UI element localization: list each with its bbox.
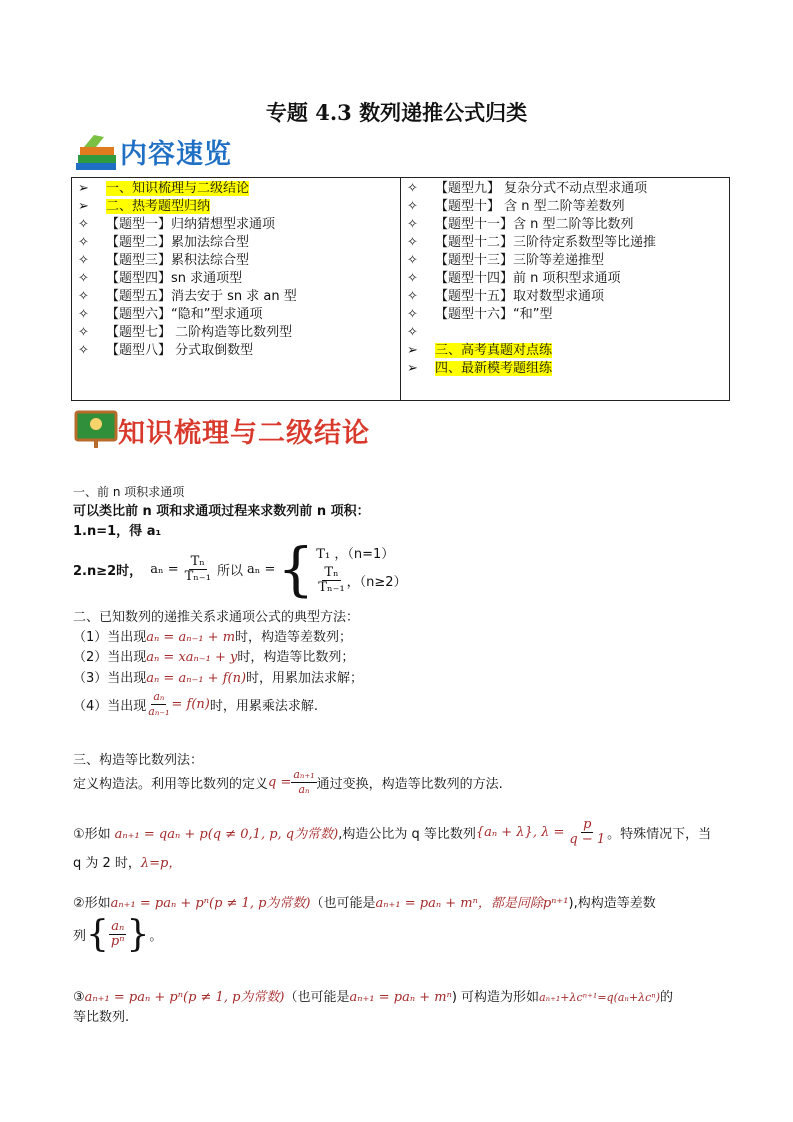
- text-label: （也可能是: [310, 896, 376, 911]
- text-label: ,构造公比为 q 等比数列: [338, 827, 476, 842]
- text-label: 2.n≥2时，: [73, 563, 143, 579]
- contents-item[interactable]: [78, 198, 394, 216]
- text-label: 时，构造等差数列；: [235, 630, 353, 645]
- text-label: 时，用累乘法求解.: [209, 699, 319, 714]
- contents-item-label: 【题型三】累积法综合型: [106, 253, 250, 268]
- construct-3-cont: 等比数列.: [73, 1010, 130, 1025]
- contents-item-label: 二、热考题型归纳: [106, 199, 211, 214]
- contents-item-label: 【题型十五】取对数型求通项: [435, 289, 605, 304]
- contents-item[interactable]: [407, 234, 723, 252]
- contents-item-label: 【题型十】 含 n 型二阶等差数列: [435, 199, 625, 214]
- text-label: 定义构造法。利用等比数列的定义: [73, 777, 269, 792]
- contents-table: [71, 177, 730, 401]
- contents-item[interactable]: [78, 216, 394, 234]
- construct-1-cont: [73, 852, 181, 871]
- contents-item-label: 【题型十三】三阶等差递推型: [435, 253, 605, 268]
- diamond-bullet-icon: ✧: [78, 343, 89, 358]
- diamond-bullet-icon: ✧: [407, 289, 418, 304]
- contents-item-label: 【题型九】 复杂分式不动点型求通项: [435, 181, 648, 196]
- books-icon: [74, 133, 120, 171]
- banner-knowledge-text: 知识梳理与二级结论: [118, 417, 370, 449]
- contents-item[interactable]: [407, 198, 723, 216]
- arrow-bullet-icon: ➢: [407, 361, 418, 376]
- text-line: 二、已知数列的递推关系求通项公式的典型方法：: [73, 610, 360, 625]
- contents-item[interactable]: [78, 288, 394, 306]
- contents-item[interactable]: [78, 342, 394, 360]
- formula: aₙ₊₁+λcⁿ⁺¹=q(aₙ+λcⁿ): [539, 991, 660, 1004]
- construct-2-cont: 列 { aₙ pⁿ } 。: [73, 914, 163, 955]
- text-line: 可以类比前 n 项和求通项过程来求数列前 n 项积：: [73, 504, 370, 519]
- formula: aₙ₊₁ = paₙ + pⁿ(p ≠ 1, p为常数): [110, 896, 311, 911]
- arrow-bullet-icon: ➢: [407, 343, 418, 358]
- diamond-bullet-icon: ✧: [407, 181, 418, 196]
- text-label: （1）当出现: [73, 630, 147, 645]
- case-condition: ，（n≥2）: [346, 575, 407, 590]
- contents-item[interactable]: [407, 270, 723, 288]
- text-label: （4）当出现: [73, 699, 147, 714]
- text-label: 时，构造等比数列；: [237, 650, 355, 665]
- page-title: 专题 4.3 数列递推公式归类: [265, 100, 528, 125]
- construct-1: ①形如 aₙ₊₁ = qaₙ + p(q ≠ 0,1, p, q为常数) ,构造公比为 q 等比数列 {aₙ + λ}, λ = $\frac{p}{q - 1}$ 。特殊情况下，当: [73, 817, 712, 847]
- contents-item[interactable]: [407, 216, 723, 234]
- contents-item-label: 【题型二】累加法综合型: [106, 235, 250, 250]
- method-3: [73, 667, 363, 686]
- contents-item[interactable]: [78, 252, 394, 270]
- contents-item-label: 【题型十二】三阶待定系数型等比递推: [435, 235, 657, 250]
- method-1: [73, 626, 352, 645]
- diamond-bullet-icon: ✧: [407, 307, 418, 322]
- diamond-bullet-icon: ✧: [78, 217, 89, 232]
- contents-item[interactable]: [407, 306, 723, 324]
- contents-item-label: 【题型十一】含 n 型二阶等比数列: [435, 217, 634, 232]
- contents-item[interactable]: [78, 324, 394, 342]
- contents-item-label: 【题型四】sn 求通项型: [106, 271, 243, 286]
- diamond-bullet-icon: ✧: [407, 217, 418, 232]
- contents-item-label: 【题型七】 二阶构造等比数列型: [106, 325, 293, 340]
- chalkboard-icon: [74, 410, 118, 450]
- contents-item-label: 四、最新模考题组练: [435, 361, 553, 376]
- arrow-bullet-icon: ➢: [78, 181, 89, 196]
- text-label: （2）当出现: [73, 650, 147, 665]
- contents-item[interactable]: [407, 360, 723, 378]
- diamond-bullet-icon: ✧: [78, 235, 89, 250]
- formula: aₙ₊₁ = paₙ + pⁿ(p ≠ 1, p为常数): [84, 990, 285, 1005]
- section-banner-knowledge: [74, 410, 370, 450]
- case-condition: ，（n=1）: [334, 547, 395, 562]
- contents-item-label: 【题型八】 分式取倒数型: [106, 343, 254, 358]
- construct-2: [73, 892, 656, 911]
- contents-item-label: 【题型一】归纳猜想型求通项: [106, 217, 276, 232]
- contents-item[interactable]: [407, 180, 723, 198]
- contents-item-label: 【题型十四】前 n 项积型求通项: [435, 271, 621, 286]
- text-label: ③: [73, 990, 85, 1005]
- subheading-product: 一、前 n 项积求通项: [73, 485, 185, 499]
- text-label: ②形如: [73, 896, 111, 911]
- contents-item[interactable]: [78, 234, 394, 252]
- diamond-bullet-icon: ✧: [407, 199, 418, 214]
- contents-item-label: 【题型五】消去安于 sn 求 an 型: [106, 289, 297, 304]
- text-label: 所以: [216, 563, 243, 579]
- text-label: 的: [659, 990, 673, 1005]
- text-label: 列: [73, 929, 87, 944]
- diamond-bullet-icon: ✧: [407, 271, 418, 286]
- formula: aₙ = xaₙ₋₁ + y: [146, 650, 238, 665]
- formula: aₙ = aₙ₋₁ + f(n): [146, 671, 247, 686]
- text-label: 通过变换，构造等比数列的方法.: [316, 777, 503, 792]
- text-label: ①形如: [73, 827, 111, 842]
- contents-item[interactable]: [78, 270, 394, 288]
- construct-3: [73, 986, 673, 1005]
- text-label: ),构构造等差数: [568, 896, 656, 911]
- contents-left-column: [72, 178, 401, 400]
- contents-item[interactable]: [407, 288, 723, 306]
- diamond-bullet-icon: ✧: [407, 325, 418, 340]
- contents-item[interactable]: [78, 180, 394, 198]
- diamond-bullet-icon: ✧: [78, 289, 89, 304]
- diamond-bullet-icon: ✧: [78, 307, 89, 322]
- text-label: q 为 2 时，: [73, 856, 141, 871]
- text-label: （也可能是: [284, 990, 350, 1005]
- contents-item-label: 【题型六】“隐和”型求通项: [106, 307, 263, 322]
- contents-right-column: [401, 178, 729, 400]
- formula: aₙ₊₁ = paₙ + mⁿ: [349, 990, 452, 1005]
- diamond-bullet-icon: ✧: [78, 271, 89, 286]
- text-line: 定义构造法。利用等比数列的定义 q = $\frac{\text{aₙ₊₁}}{\text{aₙ}}$ 通过变换，构造等比数列的方法.: [73, 768, 503, 796]
- contents-item-label: 【题型十六】“和”型: [435, 307, 553, 322]
- text-label: 。特殊情况下，当: [607, 827, 712, 842]
- diamond-bullet-icon: ✧: [78, 253, 89, 268]
- section-banner-overview: [74, 132, 232, 171]
- arrow-bullet-icon: ➢: [78, 199, 89, 214]
- text-label: 时，用累加法求解；: [246, 671, 364, 686]
- text-label: ) 可构造为形如: [451, 990, 540, 1005]
- contents-item[interactable]: [407, 342, 723, 360]
- banner-overview-text: 内容速览: [120, 139, 232, 170]
- text-line: 三、构造等比数列法：: [73, 753, 204, 768]
- formula: aₙ = aₙ₋₁ + m: [146, 630, 236, 645]
- formula: aₙ₊₁ = paₙ + mⁿ，都是同除pⁿ⁺¹: [375, 896, 569, 911]
- diamond-bullet-icon: ✧: [407, 253, 418, 268]
- text-line: 1.n=1，得 a₁: [73, 524, 162, 539]
- contents-item[interactable]: [407, 324, 723, 342]
- text-label: （3）当出现: [73, 671, 147, 686]
- formula: aₙ₊₁ = qaₙ + p(q ≠ 0,1, p, q为常数): [114, 827, 339, 842]
- contents-item[interactable]: [78, 306, 394, 324]
- diamond-bullet-icon: ✧: [78, 325, 89, 340]
- formula: λ=p，: [140, 856, 182, 871]
- contents-item-label: 一、知识梳理与二级结论: [106, 181, 250, 196]
- method-2: [73, 646, 354, 665]
- formula-piecewise: 2.n≥2时， aₙ = $\frac{\text{Tₙ}}{\text{Tₙ₋₁}}$ 所以 aₙ = { T₁ ，（n=1） Tₙ Tₙ₋₁ ，（n≥2）: [73, 535, 407, 603]
- contents-item-label: 三、高考真题对点练: [435, 343, 553, 358]
- formula: {aₙ + λ}, λ =: [475, 825, 565, 840]
- method-4: （4）当出现 $\frac{\text{aₙ}}{\text{aₙ₋₁}}$ = f(n) 时，用累乘法求解.: [73, 690, 319, 718]
- formula: = f(n): [171, 697, 210, 712]
- diamond-bullet-icon: ✧: [407, 235, 418, 250]
- contents-item[interactable]: [407, 252, 723, 270]
